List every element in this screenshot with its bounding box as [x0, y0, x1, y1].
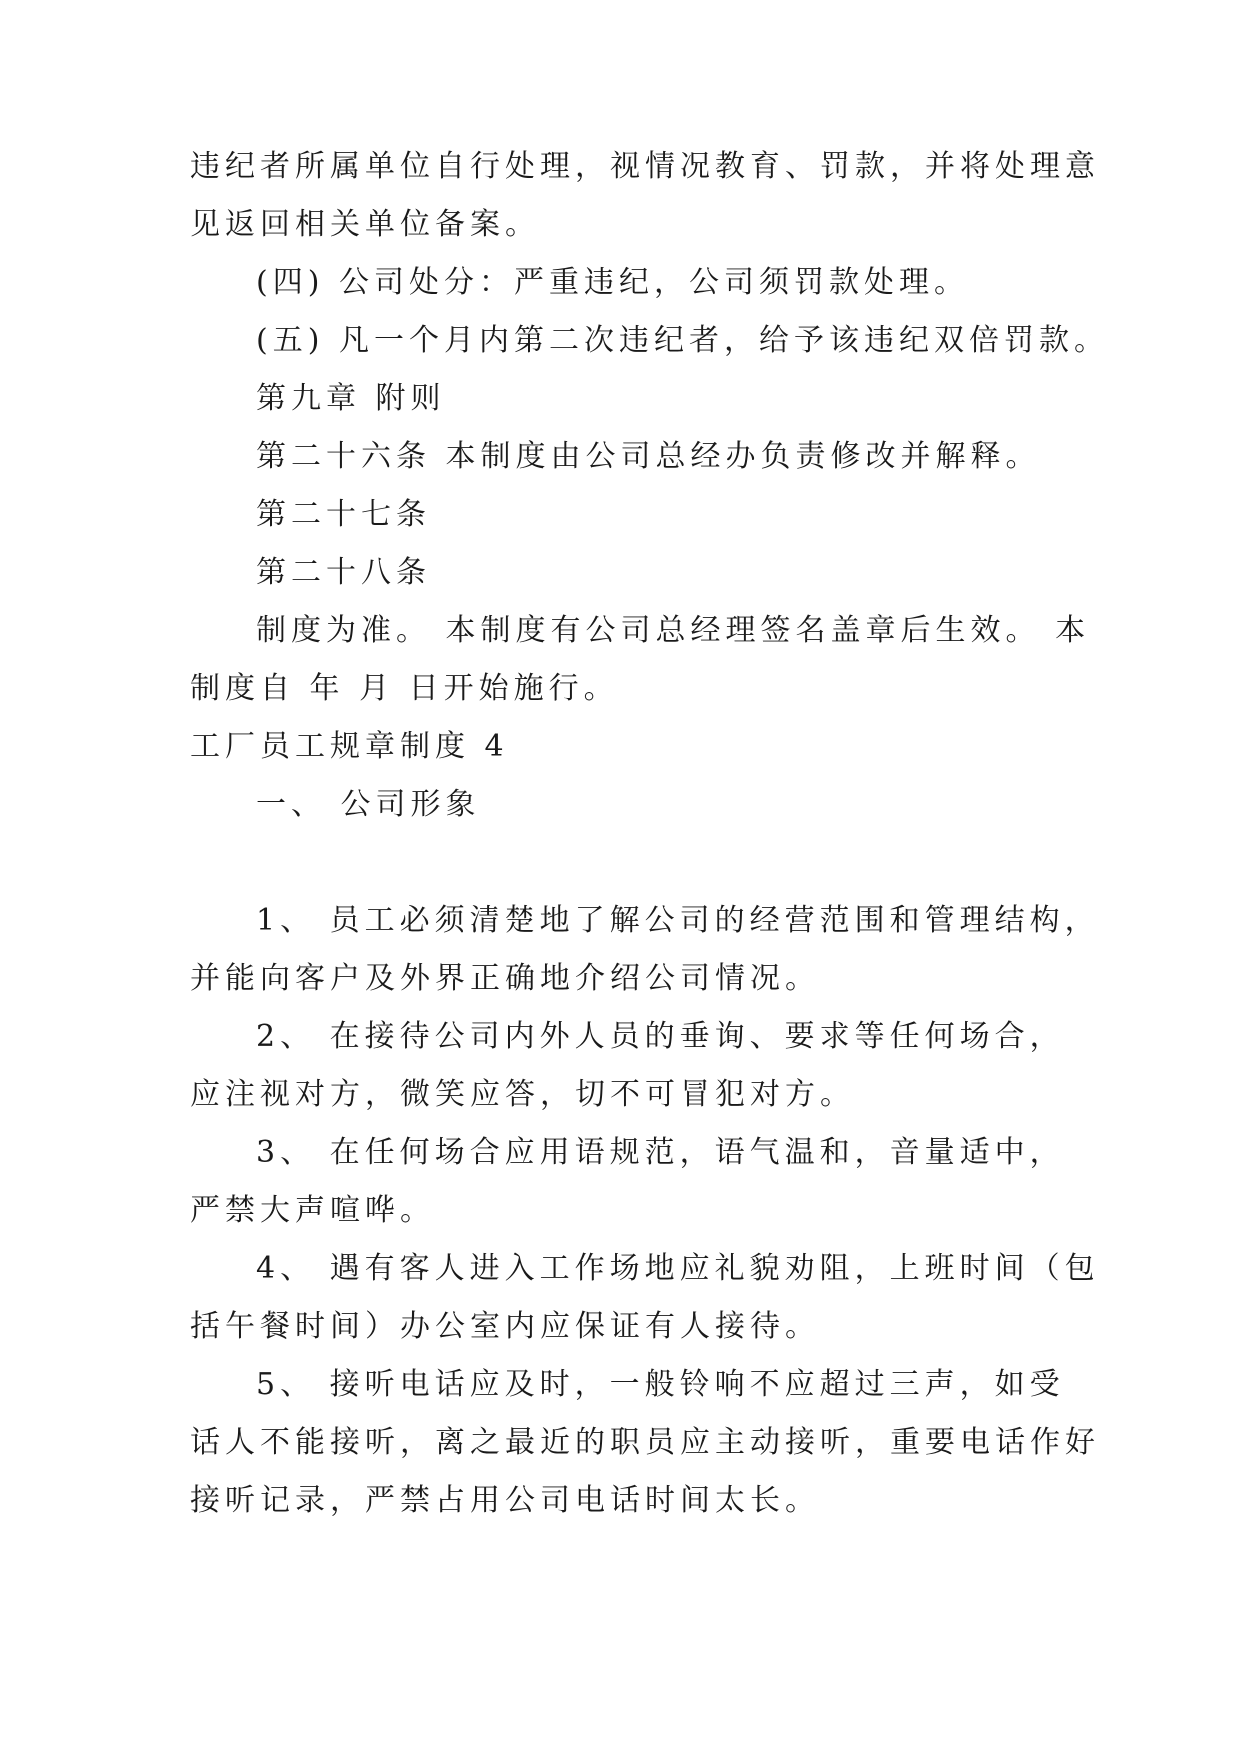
chapter-heading: 第九章 附则: [256, 381, 446, 416]
text-line: 制度为准。 本制度有公司总经理签名盖章后生效。 本: [256, 613, 1091, 648]
text-line: 严禁大声喧哗。: [190, 1193, 435, 1228]
text-line: 4、 遇有客人进入工作场地应礼貌劝阻，上班时间（包: [256, 1251, 1100, 1286]
section-heading: 一、 公司形象: [256, 787, 481, 822]
text-line: 第二十六条 本制度由公司总经办负责修改并解释。: [256, 439, 1041, 474]
text-line: 3、 在任何场合应用语规范，语气温和，音量适中，: [256, 1135, 1065, 1170]
text-line: 应注视对方，微笑应答，切不可冒犯对方。: [190, 1077, 855, 1112]
text-line: 5、 接听电话应及时，一般铃响不应超过三声，如受: [256, 1367, 1065, 1402]
section-title: 工厂员工规章制度 4: [190, 729, 509, 764]
text-line: 制度自 年 月 日开始施行。: [190, 671, 619, 706]
text-line: 2、 在接待公司内外人员的垂询、要求等任何场合，: [256, 1019, 1065, 1054]
text-line: 1、 员工必须清楚地了解公司的经营范围和管理结构，: [256, 903, 1100, 938]
text-line: 第二十八条: [256, 555, 431, 590]
text-line: 并能向客户及外界正确地介绍公司情况。: [190, 961, 820, 996]
text-line: 见返回相关单位备案。: [190, 207, 540, 242]
document-body: [190, 138, 1109, 1530]
text-line: (四) 公司处分：严重违纪，公司须罚款处理。: [256, 265, 969, 300]
text-line: 接听记录，严禁占用公司电话时间太长。: [190, 1483, 820, 1518]
text-line: 话人不能接听，离之最近的职员应主动接听，重要电话作好: [190, 1425, 1100, 1460]
text-line: 违纪者所属单位自行处理，视情况教育、罚款，并将处理意: [190, 149, 1100, 184]
text-line: (五) 凡一个月内第二次违纪者，给予该违纪双倍罚款。: [256, 323, 1109, 358]
text-line: 括午餐时间）办公室内应保证有人接待。: [190, 1309, 820, 1344]
text-line: 第二十七条: [256, 497, 431, 532]
blank-line: [190, 834, 1070, 892]
